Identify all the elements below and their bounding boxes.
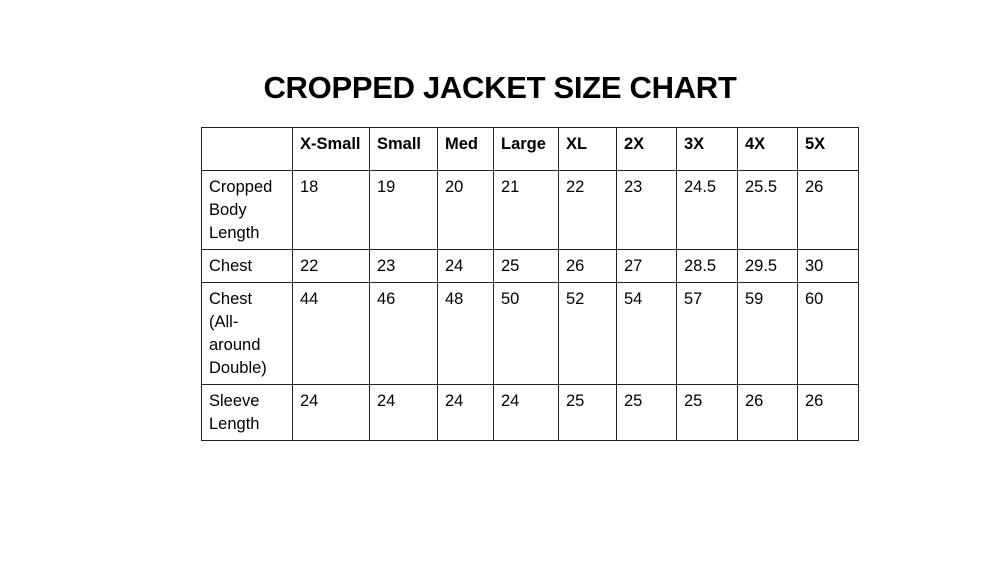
table-cell: 30 xyxy=(798,250,859,283)
table-row xyxy=(202,250,859,283)
table-cell: 24 xyxy=(438,250,494,283)
table-cell: 50 xyxy=(494,283,559,385)
table-cell: 44 xyxy=(293,283,370,385)
table-cell: 54 xyxy=(617,283,677,385)
table-cell: 23 xyxy=(617,171,677,250)
table-cell: 46 xyxy=(370,283,438,385)
table-cell: 29.5 xyxy=(738,250,798,283)
header-cell: 2X xyxy=(617,128,677,171)
table-cell: 19 xyxy=(370,171,438,250)
row-label: Sleeve Length xyxy=(202,385,293,441)
table-header-row xyxy=(202,128,859,171)
table-row xyxy=(202,385,859,441)
table-cell: 25.5 xyxy=(738,171,798,250)
header-cell xyxy=(202,128,293,171)
table-cell: 48 xyxy=(438,283,494,385)
table-cell: 18 xyxy=(293,171,370,250)
row-label: Cropped Body Length xyxy=(202,171,293,250)
table-cell: 52 xyxy=(559,283,617,385)
row-label: Chest (All-around Double) xyxy=(202,283,293,385)
table-cell: 24 xyxy=(438,385,494,441)
table-cell: 25 xyxy=(494,250,559,283)
table-cell: 22 xyxy=(559,171,617,250)
header-cell: 4X xyxy=(738,128,798,171)
header-cell: Small xyxy=(370,128,438,171)
header-cell: X-Small xyxy=(293,128,370,171)
header-cell: Large xyxy=(494,128,559,171)
table-cell: 20 xyxy=(438,171,494,250)
header-cell: XL xyxy=(559,128,617,171)
header-cell: 3X xyxy=(677,128,738,171)
table-cell: 25 xyxy=(677,385,738,441)
table-cell: 25 xyxy=(559,385,617,441)
table-cell: 24 xyxy=(370,385,438,441)
table-cell: 57 xyxy=(677,283,738,385)
table-cell: 26 xyxy=(798,385,859,441)
size-chart-table xyxy=(201,127,859,441)
header-cell: 5X xyxy=(798,128,859,171)
table-cell: 59 xyxy=(738,283,798,385)
table-cell: 24 xyxy=(494,385,559,441)
table-cell: 22 xyxy=(293,250,370,283)
table-cell: 26 xyxy=(798,171,859,250)
page-title: CROPPED JACKET SIZE CHART xyxy=(263,70,737,105)
table-cell: 27 xyxy=(617,250,677,283)
table-cell: 21 xyxy=(494,171,559,250)
row-label: Chest xyxy=(202,250,293,283)
table-cell: 23 xyxy=(370,250,438,283)
table-cell: 26 xyxy=(738,385,798,441)
table-cell: 26 xyxy=(559,250,617,283)
table-cell: 28.5 xyxy=(677,250,738,283)
table-cell: 25 xyxy=(617,385,677,441)
table-cell: 24 xyxy=(293,385,370,441)
table-cell: 24.5 xyxy=(677,171,738,250)
table-cell: 60 xyxy=(798,283,859,385)
table-row xyxy=(202,171,859,250)
table-row xyxy=(202,283,859,385)
header-cell: Med xyxy=(438,128,494,171)
